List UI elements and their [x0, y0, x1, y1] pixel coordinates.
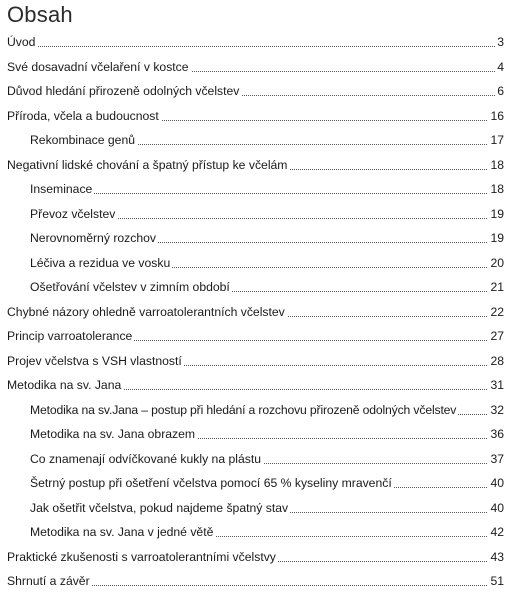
toc-entry-page-number[interactable]: 18	[488, 179, 504, 199]
toc-entry[interactable]	[0, 351, 517, 371]
toc-entry-label[interactable]: Jak ošetřit včelstva, pokud najdeme špatný stav	[30, 498, 290, 518]
toc-entry-label[interactable]: Metodika na sv. Jana	[7, 375, 123, 395]
toc-entry-label[interactable]: Metodika na sv.Jana – postup při hledání a rozchovu přirozeně odolných včelstev	[30, 400, 458, 420]
toc-entry-label[interactable]: Princip varroatolerance	[7, 326, 134, 346]
toc-entry-label[interactable]: Metodika na sv. Jana obrazem	[30, 424, 197, 444]
toc-entry[interactable]	[0, 571, 517, 591]
toc-entry[interactable]	[0, 547, 517, 567]
toc-entry-page-number[interactable]: 51	[488, 571, 504, 591]
toc-entry[interactable]	[0, 498, 517, 518]
toc-entry-label[interactable]: Chybné názory ohledně varroatolerantních včelstev	[7, 302, 287, 322]
toc-entry-label[interactable]: Metodika na sv. Jana v jedné větě	[30, 522, 215, 542]
toc-entry[interactable]	[0, 155, 517, 175]
toc-entry-label[interactable]: Své dosavadní včelaření v kostce	[7, 57, 191, 77]
toc-entry[interactable]	[0, 81, 517, 101]
toc-entry-page-number[interactable]: 17	[488, 130, 504, 150]
toc-entry[interactable]	[0, 449, 517, 469]
toc-entry-label[interactable]: Projev včelstva s VSH vlastností	[7, 351, 184, 371]
toc-entry-label[interactable]: Co znamenají odvíčkované kukly na plástu	[30, 449, 263, 469]
toc-entry-page-number[interactable]: 42	[488, 522, 504, 542]
toc-entry-page-number[interactable]: 16	[488, 106, 504, 126]
toc-entry-page-number[interactable]: 43	[488, 547, 504, 567]
toc-entry-page-number[interactable]: 31	[488, 375, 504, 395]
toc-entry-label[interactable]: Nerovnoměrný rozchov	[30, 228, 158, 248]
toc-entry[interactable]	[0, 302, 517, 322]
toc-entry-page-number[interactable]: 27	[488, 326, 504, 346]
toc-entry-label[interactable]: Šetrný postup při ošetření včelstva pomocí 65 % kyseliny mravenčí	[30, 473, 394, 493]
toc-entry-label[interactable]: Úvod	[7, 32, 37, 52]
toc-entry[interactable]	[0, 400, 517, 420]
toc-entry-label[interactable]: Léčiva a rezidua ve vosku	[30, 253, 172, 273]
toc-entry-page-number[interactable]: 3	[495, 32, 504, 52]
toc-entry[interactable]	[0, 522, 517, 542]
toc-title: Obsah	[7, 2, 73, 27]
toc-entry[interactable]	[0, 179, 517, 199]
toc-entry[interactable]	[0, 424, 517, 444]
toc-entry[interactable]	[0, 106, 517, 126]
toc-entry[interactable]	[0, 32, 517, 52]
toc-entry-page-number[interactable]: 37	[488, 449, 504, 469]
toc-entry-label[interactable]: Důvod hledání přirozeně odolných včelstev	[7, 81, 241, 101]
toc-entry[interactable]	[0, 277, 517, 297]
toc-entry-label[interactable]: Shrnutí a závěr	[7, 571, 92, 591]
toc-entry-page-number[interactable]: 21	[488, 277, 504, 297]
toc-entry-label[interactable]: Příroda, včela a budoucnost	[7, 106, 161, 126]
toc-entry-page-number[interactable]: 22	[488, 302, 504, 322]
toc-entry[interactable]	[0, 375, 517, 395]
toc-entry-page-number[interactable]: 40	[488, 498, 504, 518]
toc-entry-page-number[interactable]: 19	[488, 204, 504, 224]
toc-entry[interactable]	[0, 57, 517, 77]
toc-entry-page-number[interactable]: 32	[488, 400, 504, 420]
toc-entry-page-number[interactable]: 4	[495, 57, 504, 77]
toc-entry-label[interactable]: Převoz včelstev	[30, 204, 117, 224]
toc-entry[interactable]	[0, 204, 517, 224]
toc-entry-page-number[interactable]: 36	[488, 424, 504, 444]
toc-entry-page-number[interactable]: 18	[488, 155, 504, 175]
toc-entry-page-number[interactable]: 20	[488, 253, 504, 273]
dot-leader	[7, 46, 503, 47]
toc-entry-label[interactable]: Rekombinace genů	[30, 130, 137, 150]
toc-entry-label[interactable]: Inseminace	[30, 179, 94, 199]
toc-entry-page-number[interactable]: 6	[495, 81, 504, 101]
toc-entry-page-number[interactable]: 40	[488, 473, 504, 493]
toc-entry[interactable]	[0, 473, 517, 493]
toc-entry-page-number[interactable]: 19	[488, 228, 504, 248]
toc-entry-label[interactable]: Praktické zkušenosti s varroatolerantními včelstvy	[7, 547, 278, 567]
toc-entry-page-number[interactable]: 28	[488, 351, 504, 371]
toc-entry-label[interactable]: Ošetřování včelstev v zimním období	[30, 277, 232, 297]
toc-entry[interactable]	[0, 326, 517, 346]
toc-entry[interactable]	[0, 130, 517, 150]
toc-entry-label[interactable]: Negativní lidské chování a špatný přístup ke včelám	[7, 155, 289, 175]
dot-leader	[30, 193, 503, 194]
toc-entry[interactable]	[0, 228, 517, 248]
toc-entry[interactable]	[0, 253, 517, 273]
